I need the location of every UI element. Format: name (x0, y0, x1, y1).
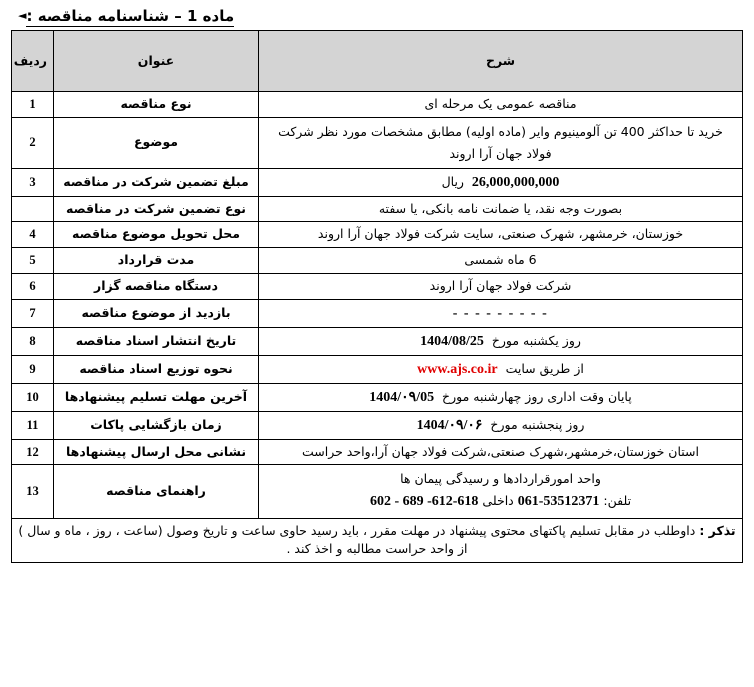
note-line-1: داوطلب در مقابل تسلیم پاکتهای محتوی پیشنهاد در مهلت مقرر ، باید رسید حاوی ساعت و تاریخ وصول (ساعت ، روز ، ماه و سال ) (18, 522, 696, 538)
table-row (12, 327, 743, 355)
note-label: تذکر : (699, 522, 736, 538)
cell-title: موضوع (54, 117, 259, 168)
cell-title: دستگاه مناقصه گزار (54, 273, 259, 299)
cell-title: نوع تضمین شرکت در مناقصه (54, 196, 259, 222)
phone-label: تلفن: (603, 493, 632, 509)
cell-title: مبلغ تضمین شرکت در مناقصه (54, 168, 259, 196)
cell-description (259, 117, 743, 168)
cell-description (259, 383, 743, 411)
cell-description: مناقصه عمومی یک مرحله ای (259, 92, 743, 118)
distribution-prefix: از طریق سایت (505, 360, 584, 376)
table-row (12, 439, 743, 465)
column-header-row-no: ردیف (12, 31, 54, 92)
empty-value-dashes: - - - - - - - - - (452, 305, 549, 321)
table-row (12, 465, 743, 518)
cell-description: شرکت فولاد جهان آرا اروند (259, 273, 743, 299)
opening-prefix: روز پنجشنبه مورخ (490, 416, 585, 432)
triangle-marker-icon: ◄ (18, 9, 27, 22)
column-header-description: شرح (259, 31, 743, 92)
cell-row-no: 12 (12, 439, 54, 465)
cell-title: محل تحویل موضوع مناقصه (54, 222, 259, 248)
publish-date-prefix: روز یکشنبه مورخ (491, 332, 581, 348)
cell-title: نوع مناقصه (54, 92, 259, 118)
cell-row-no: 4 (12, 222, 54, 248)
cell-row-no: 3 (12, 168, 54, 196)
table-row (12, 196, 743, 222)
table-row (12, 117, 743, 168)
note-line-2: از واحد حراست مطالبه و اخذ کند . (286, 541, 468, 557)
cell-title: نحوه توزیع اسناد مناقصه (54, 355, 259, 383)
table-row (12, 168, 743, 196)
cell-row-no: 10 (12, 383, 54, 411)
currency-unit: ریال (441, 173, 464, 189)
cell-row-no: 2 (12, 117, 54, 168)
cell-title: بازدید از موضوع مناقصه (54, 299, 259, 327)
cell-title: تاریخ انتشار اسناد مناقصه (54, 327, 259, 355)
table-row (12, 248, 743, 274)
footer-note-cell (12, 518, 743, 563)
phone-number: 061-53512371 (517, 494, 600, 510)
table-row (12, 299, 743, 327)
description-line-2: فولاد جهان آرا اروند (449, 145, 552, 161)
publish-date-value: 1404/08/25 (420, 333, 484, 349)
cell-row-no: 8 (12, 327, 54, 355)
cell-description: استان خوزستان،خرمشهر،شهرک صنعتی،شرکت فولاد جهان آرا،واحد حراست (259, 439, 743, 465)
guarantee-amount: 26,000,000,000 (471, 174, 560, 190)
cell-title: راهنمای مناقصه (54, 465, 259, 518)
extension-label: داخلی (482, 493, 514, 509)
table-row (12, 92, 743, 118)
cell-description: خوزستان، خرمشهر، شهرک صنعتی، سایت شرکت فولاد جهان آرا اروند (259, 222, 743, 248)
contact-phone-line (265, 490, 736, 515)
table-body (12, 92, 743, 563)
opening-date-value: 1404/۰۹/۰۶ (416, 417, 483, 433)
contracts-unit-name: واحد امورقراردادها و رسیدگی پیمان ها (400, 471, 601, 487)
cell-row-no: 1 (12, 92, 54, 118)
description-line-1: خرید تا حداکثر 400 تن آلومینیوم وایر (ماده اولیه) مطابق مشخصات مورد نظر شرکت (278, 123, 723, 139)
cell-row-no: 9 (12, 355, 54, 383)
cell-description (259, 465, 743, 518)
cell-description: 6 ماه شمسی (259, 248, 743, 274)
tender-spec-table (11, 30, 743, 563)
cell-description: بصورت وجه نقد، یا ضمانت نامه بانکی، یا سفته (259, 196, 743, 222)
table-row (12, 355, 743, 383)
deadline-prefix: پایان وقت اداری روز چهارشنبه مورخ (442, 388, 632, 404)
cell-title: مدت قرارداد (54, 248, 259, 274)
tender-website-url[interactable]: www.ajs.co.ir (417, 361, 498, 377)
table-row (12, 383, 743, 411)
column-header-title: عنوان (54, 31, 259, 92)
extension-numbers: 602 - 689 -612-618 (369, 494, 479, 510)
cell-row-no: 13 (12, 465, 54, 518)
table-header (12, 31, 743, 92)
deadline-date-value: 1404/۰۹/05 (369, 389, 435, 405)
cell-row-no: 6 (12, 273, 54, 299)
cell-description (259, 327, 743, 355)
cell-description (259, 299, 743, 327)
table-header-row (12, 31, 743, 92)
section-heading (0, 0, 754, 30)
cell-description (259, 411, 743, 439)
cell-title: نشانی محل ارسال پیشنهادها (54, 439, 259, 465)
cell-title: آخرین مهلت تسلیم پیشنهادها (54, 383, 259, 411)
table-footer-note-row (12, 518, 743, 563)
table-row (12, 411, 743, 439)
cell-description (259, 355, 743, 383)
table-row (12, 222, 743, 248)
tender-table-wrapper (0, 30, 754, 563)
cell-row-no: 5 (12, 248, 54, 274)
cell-row-no (12, 196, 54, 222)
cell-row-no: 7 (12, 299, 54, 327)
cell-row-no: 11 (12, 411, 54, 439)
page-title: ماده 1 – شناسنامه مناقصه : (26, 7, 235, 25)
table-row (12, 273, 743, 299)
cell-title: زمان بازگشایی پاکات (54, 411, 259, 439)
cell-description (259, 168, 743, 196)
